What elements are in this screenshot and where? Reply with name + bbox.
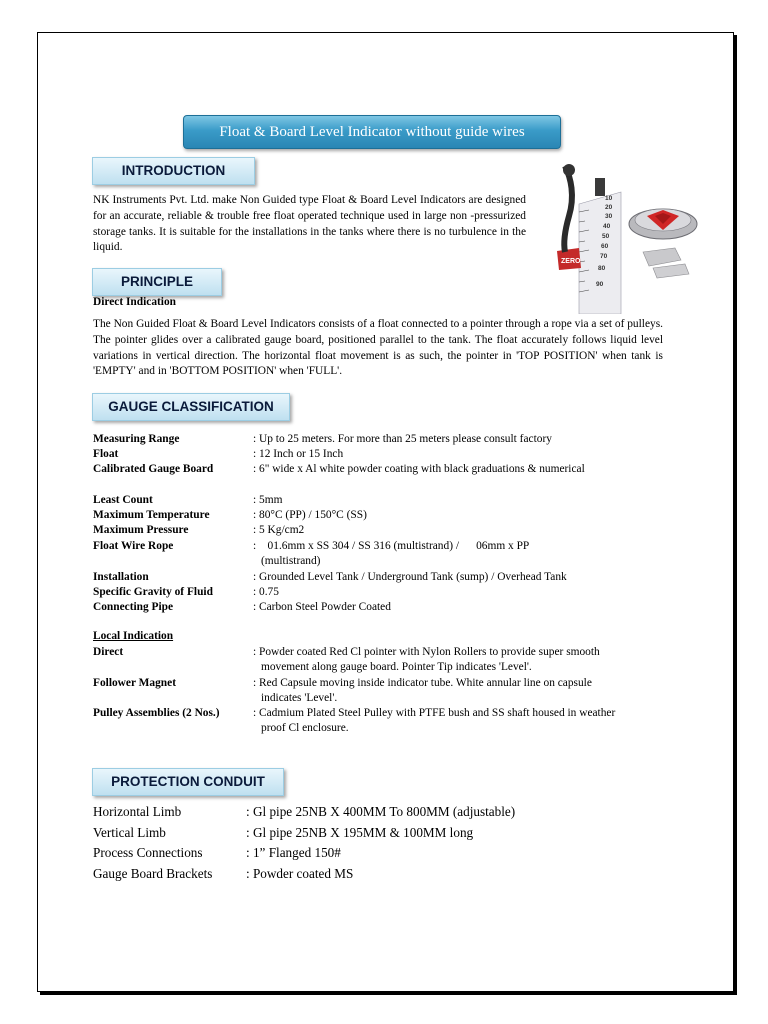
spec-value-pulley-assemblies: : Cadmium Plated Steel Pulley with PTFE bush and SS shaft housed in weather proof Cl enclosure.	[253, 707, 616, 735]
spec-label-installation: Installation	[93, 571, 149, 583]
protection-conduit-heading: PROTECTION CONDUIT	[92, 768, 284, 796]
introduction-heading: INTRODUCTION	[92, 157, 255, 185]
spec-value-calibrated-gauge-board: : 6" wide x Al white powder coating with black graduations & numerical	[253, 463, 585, 475]
spec-label-least-count: Least Count	[93, 494, 153, 506]
spec-value-least-count: : 5mm	[253, 494, 283, 506]
spec-value-connecting-pipe: : Carbon Steel Powder Coated	[253, 601, 391, 613]
spec-label-calibrated-gauge-board: Calibrated Gauge Board	[93, 463, 214, 475]
conduit-label-vertical-limb: Vertical Limb	[93, 825, 166, 840]
scale-number-60: 60	[601, 243, 609, 250]
scale-number-80: 80	[598, 265, 606, 272]
scale-number-70: 70	[600, 253, 608, 260]
principle-text: The Non Guided Float & Board Level Indicators consists of a float connected to a pointer through a rope via a set of pulleys. The pointer glides over a calibrated gauge board, positioned parallel to the tank. The float accurately follows liquid level variations in vertical direction. The horizontal float movement is as such, the pointer in 'TOP POSITION' when tank is 'EMPTY' and in 'BOTTOM POSITION' when 'FULL'.	[93, 318, 663, 378]
spec-label-connecting-pipe: Connecting Pipe	[93, 601, 174, 613]
conduit-label-process-connections: Process Connections	[93, 845, 203, 860]
spec-value-float-wire-rope: : 01.6mm x SS 304 / SS 316 (multistrand) / 06mm x PP (multistrand)	[253, 540, 532, 568]
scale-number-50: 50	[602, 233, 610, 240]
spec-value-measuring-range: : Up to 25 meters. For more than 25 meters please consult factory	[253, 433, 552, 445]
spec-label-direct: Direct	[93, 646, 124, 658]
spec-label-float-wire-rope: Float Wire Rope	[93, 540, 174, 552]
conduit-value-horizontal-limb: : Gl pipe 25NB X 400MM To 800MM (adjustable)	[246, 804, 516, 819]
spec-value-follower-magnet: : Red Capsule moving inside indicator tube. White annular line on capsule indicates 'Level'.	[253, 677, 592, 705]
spec-label-maximum-temperature: Maximum Temperature	[93, 509, 210, 521]
introduction-text: NK Instruments Pvt. Ltd. make Non Guided type Float & Board Level Indicators are designed for an accurate, reliable & trouble free float operated technique used in large non -pressurized storage tanks. It is suitable for the installations in the tanks where there is no turbulence in the liquid.	[93, 194, 526, 254]
spec-label-follower-magnet: Follower Magnet	[93, 677, 176, 689]
conduit-label-horizontal-limb: Horizontal Limb	[93, 804, 182, 819]
spec-value-specific-gravity: : 0.75	[253, 586, 279, 598]
scale-number-10: 10	[605, 195, 613, 202]
conduit-label-gauge-board-brackets: Gauge Board Brackets	[93, 866, 213, 881]
level-indicator-photo	[535, 156, 705, 314]
spec-value-maximum-temperature: : 80°C (PP) / 150°C (SS)	[253, 509, 367, 521]
zero-label: ZERO	[561, 258, 581, 265]
spec-value-maximum-pressure: : 5 Kg/cm2	[253, 524, 305, 536]
scale-number-30: 30	[605, 213, 613, 220]
gauge-classification-heading: GAUGE CLASSIFICATION	[92, 393, 290, 421]
scale-number-40: 40	[603, 223, 611, 230]
spec-value-installation: : Grounded Level Tank / Underground Tank (sump) / Overhead Tank	[253, 571, 567, 583]
spec-label-pulley-assemblies: Pulley Assemblies (2 Nos.)	[93, 707, 220, 719]
spec-label-specific-gravity: Specific Gravity of Fluid	[93, 586, 213, 598]
document-title: Float & Board Level Indicator without guide wires	[183, 115, 561, 149]
spec-label-maximum-pressure: Maximum Pressure	[93, 524, 189, 536]
spec-label-measuring-range: Measuring Range	[93, 433, 180, 445]
conduit-value-process-connections: : 1” Flanged 150#	[246, 845, 341, 860]
local-indication-heading: Local Indication	[93, 630, 174, 642]
principle-heading: PRINCIPLE	[92, 268, 222, 296]
scale-number-90: 90	[596, 281, 604, 288]
spec-value-float: : 12 Inch or 15 Inch	[253, 448, 344, 460]
spec-label-float: Float	[93, 448, 119, 460]
conduit-value-vertical-limb: : Gl pipe 25NB X 195MM & 100MM long	[246, 825, 474, 840]
scale-number-20: 20	[605, 204, 613, 211]
principle-subheading: Direct Indication	[93, 296, 176, 308]
spec-value-direct: : Powder coated Red Cl pointer with Nylon Rollers to provide super smooth movement along gauge board. Pointer Tip indicates 'Level'.	[253, 646, 600, 674]
conduit-value-gauge-board-brackets: : Powder coated MS	[246, 866, 354, 881]
